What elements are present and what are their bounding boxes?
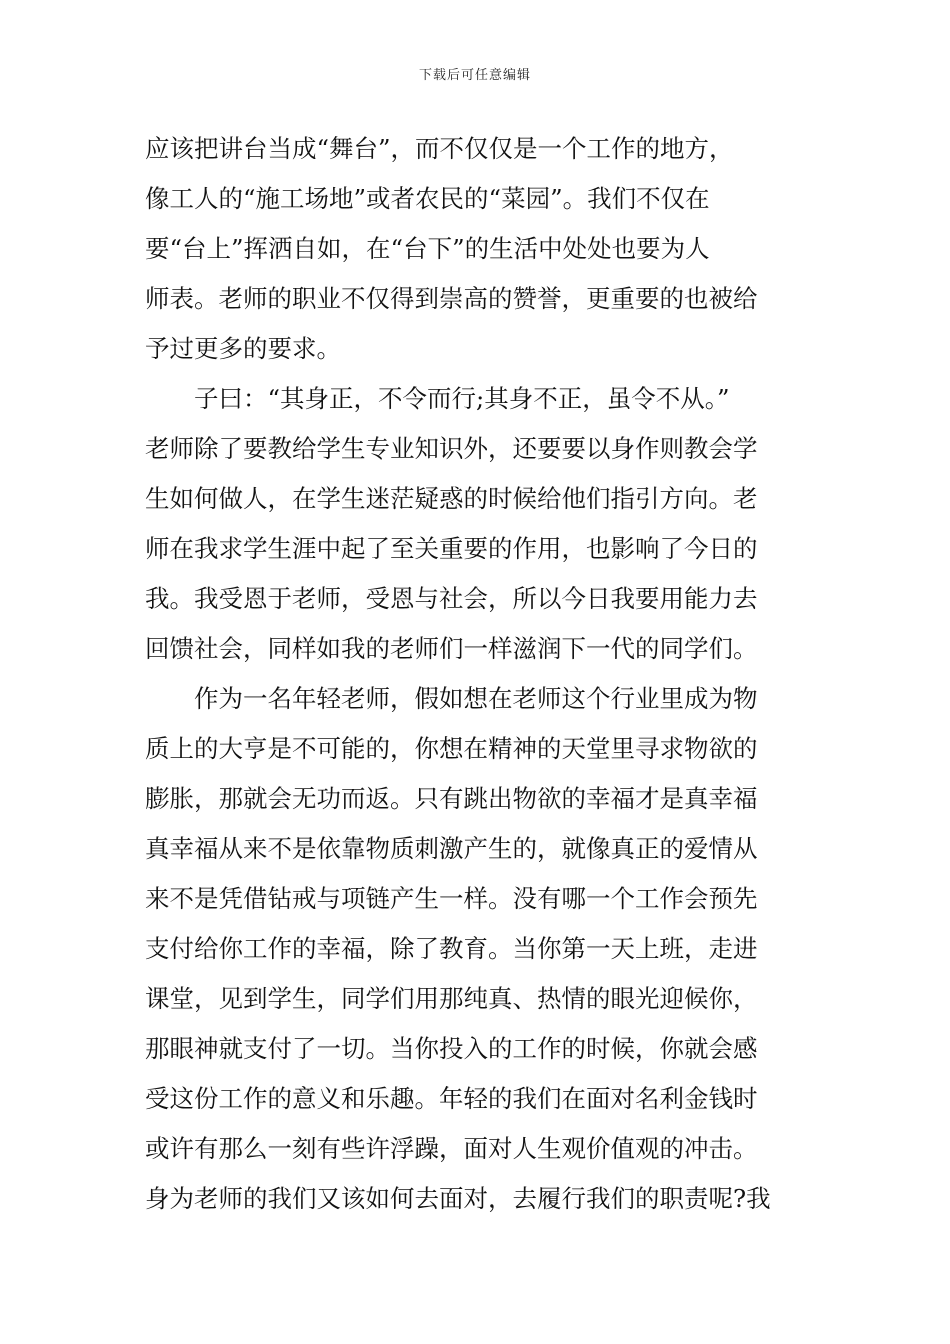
text-line: 受这份工作的意义和乐趣。年轻的我们在面对名利金钱时 (145, 1084, 758, 1113)
text-line: 身为老师的我们又该如何去面对，去履行我们的职责呢?我 (145, 1184, 771, 1213)
text-line: 质上的大亨是不可能的，你想在精神的天堂里寻求物欲的 (145, 734, 758, 763)
text-line: 来不是凭借钻戒与项链产生一样。没有哪一个工作会预先 (145, 884, 758, 913)
text-line: 支付给你工作的幸福，除了教育。当你第一天上班，走进 (145, 934, 758, 963)
text-line: 或许有那么一刻有些许浮躁，面对人生观价值观的冲击。 (145, 1134, 758, 1163)
text-line: 膨胀，那就会无功而返。只有跳出物欲的幸福才是真幸福 (145, 784, 758, 813)
text-line: 像工人的“施工场地”或者农民的“菜园”。我们不仅在 (145, 184, 710, 213)
text-line: 要“台上”挥洒自如，在“台下”的生活中处处也要为人 (145, 234, 710, 263)
text-line: 作为一名年轻老师，假如想在老师这个行业里成为物 (145, 684, 758, 713)
document-body (145, 124, 811, 1224)
page-header: 下载后可任意编辑 (418, 68, 531, 83)
text-line: 子曰：“其身正，不令而行;其身不正，虽令不从。” (145, 384, 730, 413)
text-line: 那眼神就支付了一切。当你投入的工作的时候，你就会感 (145, 1034, 758, 1063)
text-line: 回馈社会，同样如我的老师们一样滋润下一代的同学们。 (145, 634, 758, 663)
text-line: 生如何做人，在学生迷茫疑惑的时候给他们指引方向。老 (145, 484, 758, 513)
text-line: 课堂，见到学生，同学们用那纯真、热情的眼光迎候你， (145, 984, 758, 1013)
text-line: 我。我受恩于老师，受恩与社会，所以今日我要用能力去 (145, 584, 758, 613)
text-line: 师在我求学生涯中起了至关重要的作用，也影响了今日的 (145, 534, 758, 563)
text-line: 真幸福从来不是依靠物质刺激产生的，就像真正的爱情从 (145, 834, 758, 863)
text-line: 老师除了要教给学生专业知识外，还要要以身作则教会学 (145, 434, 758, 463)
text-line: 应该把讲台当成“舞台”，而不仅仅是一个工作的地方， (145, 134, 734, 163)
text-line: 予过更多的要求。 (145, 334, 341, 363)
text-line: 师表。老师的职业不仅得到崇高的赞誉，更重要的也被给 (145, 284, 758, 313)
